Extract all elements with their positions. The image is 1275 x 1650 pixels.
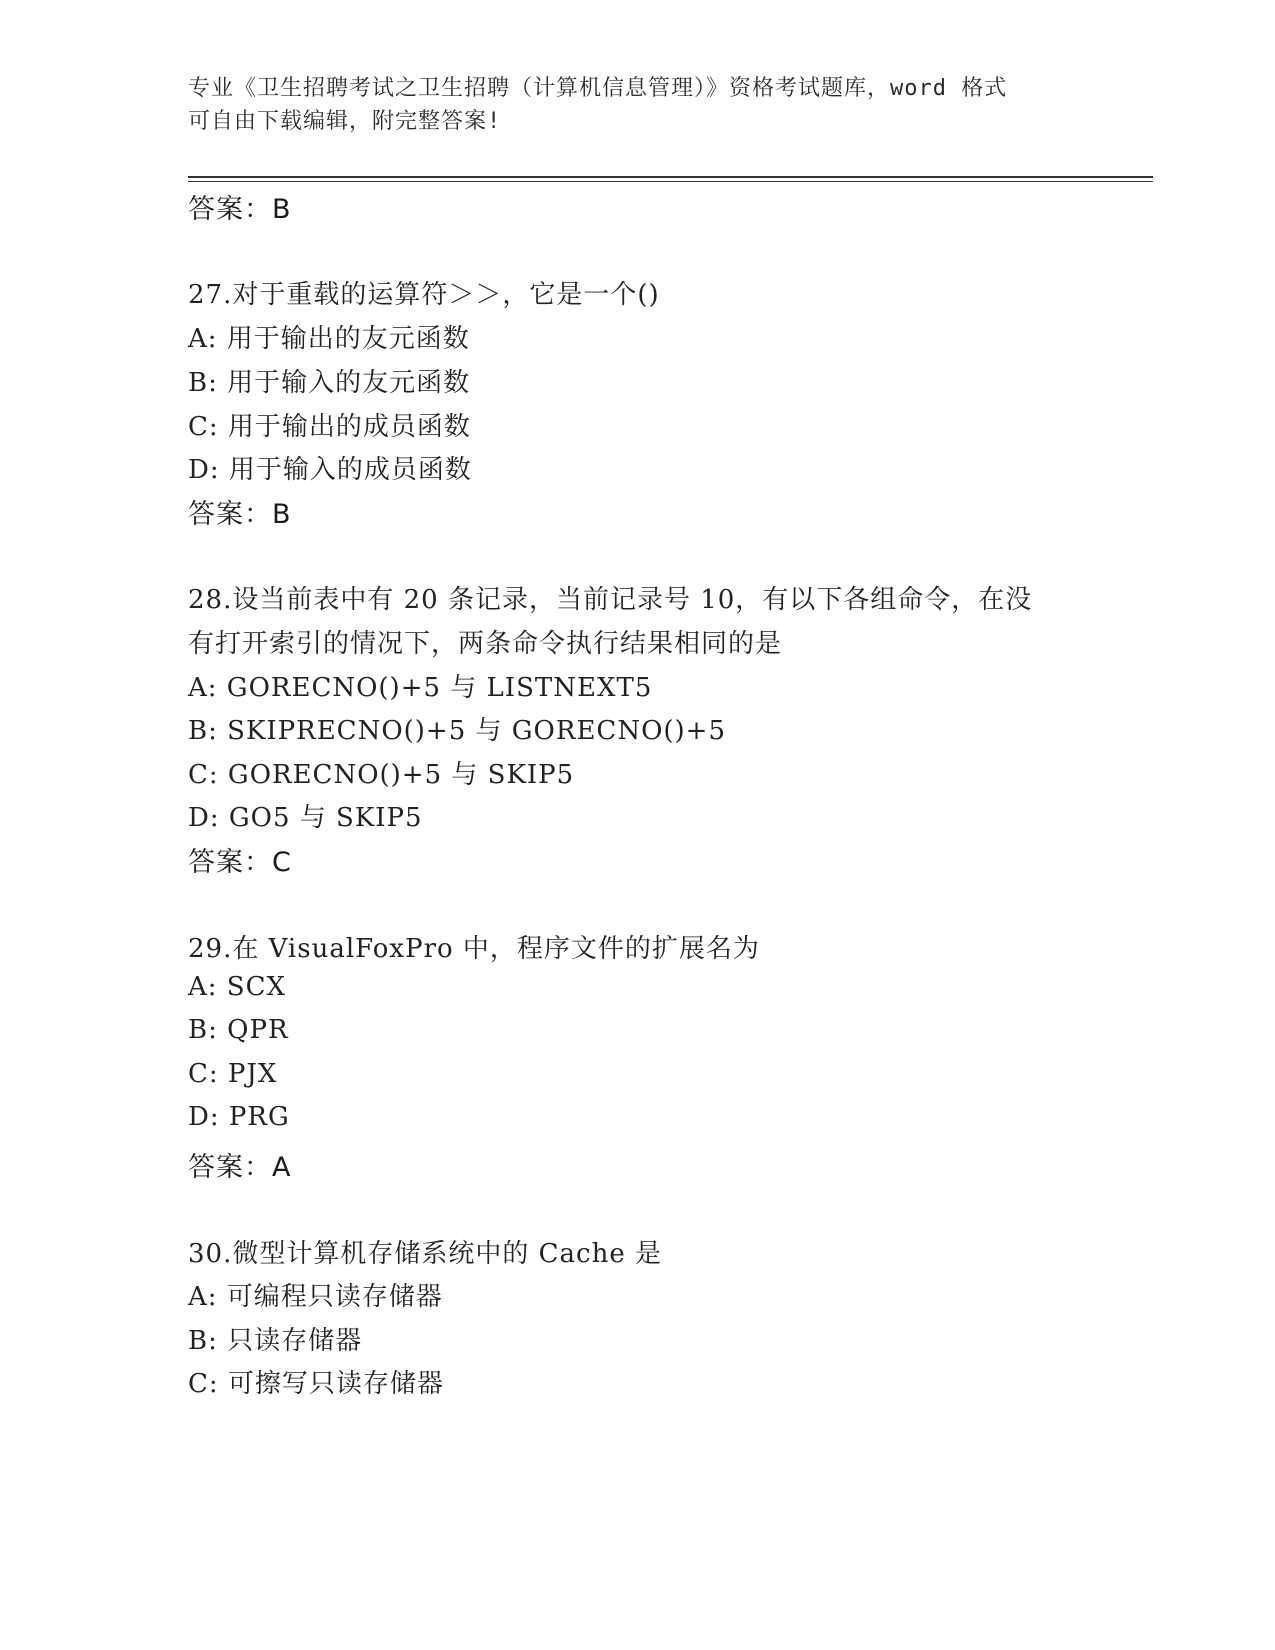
question-30-stem: 30.微型计算机存储系统中的 Cache 是 bbox=[188, 1239, 662, 1269]
question-27-option-a: A: 用于输出的友元函数 bbox=[188, 324, 470, 354]
question-28-answer: 答案：C bbox=[188, 847, 292, 878]
question-27-option-c: C: 用于输出的成员函数 bbox=[188, 412, 471, 442]
answer-prev: 答案：B bbox=[188, 194, 292, 225]
header-line-2: 可自由下载编辑，附完整答案! bbox=[188, 109, 502, 134]
question-28-option-c: C: GORECNO()+5 与 SKIP5 bbox=[188, 760, 575, 790]
question-28-stem-line-1: 28.设当前表中有 20 条记录，当前记录号 10，有以下各组命令，在没 bbox=[188, 585, 1033, 615]
question-27-answer: 答案：B bbox=[188, 499, 292, 530]
question-27-option-b: B: 用于输入的友元函数 bbox=[188, 368, 471, 398]
question-28-stem-line-2: 有打开索引的情况下，两条命令执行结果相同的是 bbox=[188, 629, 783, 659]
question-29-stem: 29.在 VisualFoxPro 中，程序文件的扩展名为 bbox=[188, 934, 760, 964]
question-29-option-d: D: PRG bbox=[188, 1102, 290, 1132]
question-29-answer: 答案：A bbox=[188, 1152, 292, 1183]
question-28-option-d: D: GO5 与 SKIP5 bbox=[188, 803, 423, 833]
header-divider-thick bbox=[188, 176, 1153, 178]
question-27-stem: 27.对于重载的运算符＞＞，它是一个() bbox=[188, 280, 660, 310]
header-divider-thin bbox=[188, 181, 1153, 182]
question-29-option-c: C: PJX bbox=[188, 1059, 278, 1089]
question-29-option-a: A: SCX bbox=[188, 972, 287, 1002]
question-30-option-b: B: 只读存储器 bbox=[188, 1326, 363, 1356]
document-header bbox=[188, 72, 1068, 138]
question-29-option-b: B: QPR bbox=[188, 1015, 289, 1045]
question-27-option-d: D: 用于输入的成员函数 bbox=[188, 455, 472, 485]
question-30-option-a: A: 可编程只读存储器 bbox=[188, 1282, 443, 1312]
question-30-option-c: C: 可擦写只读存储器 bbox=[188, 1369, 444, 1399]
question-28-option-a: A: GORECNO()+5 与 LISTNEXT5 bbox=[188, 673, 653, 703]
question-28-option-b: B: SKIPRECNO()+5 与 GORECNO()+5 bbox=[188, 716, 727, 746]
header-line-1: 专业《卫生招聘考试之卫生招聘（计算机信息管理）》资格考试题库，word 格式 bbox=[188, 76, 1008, 101]
